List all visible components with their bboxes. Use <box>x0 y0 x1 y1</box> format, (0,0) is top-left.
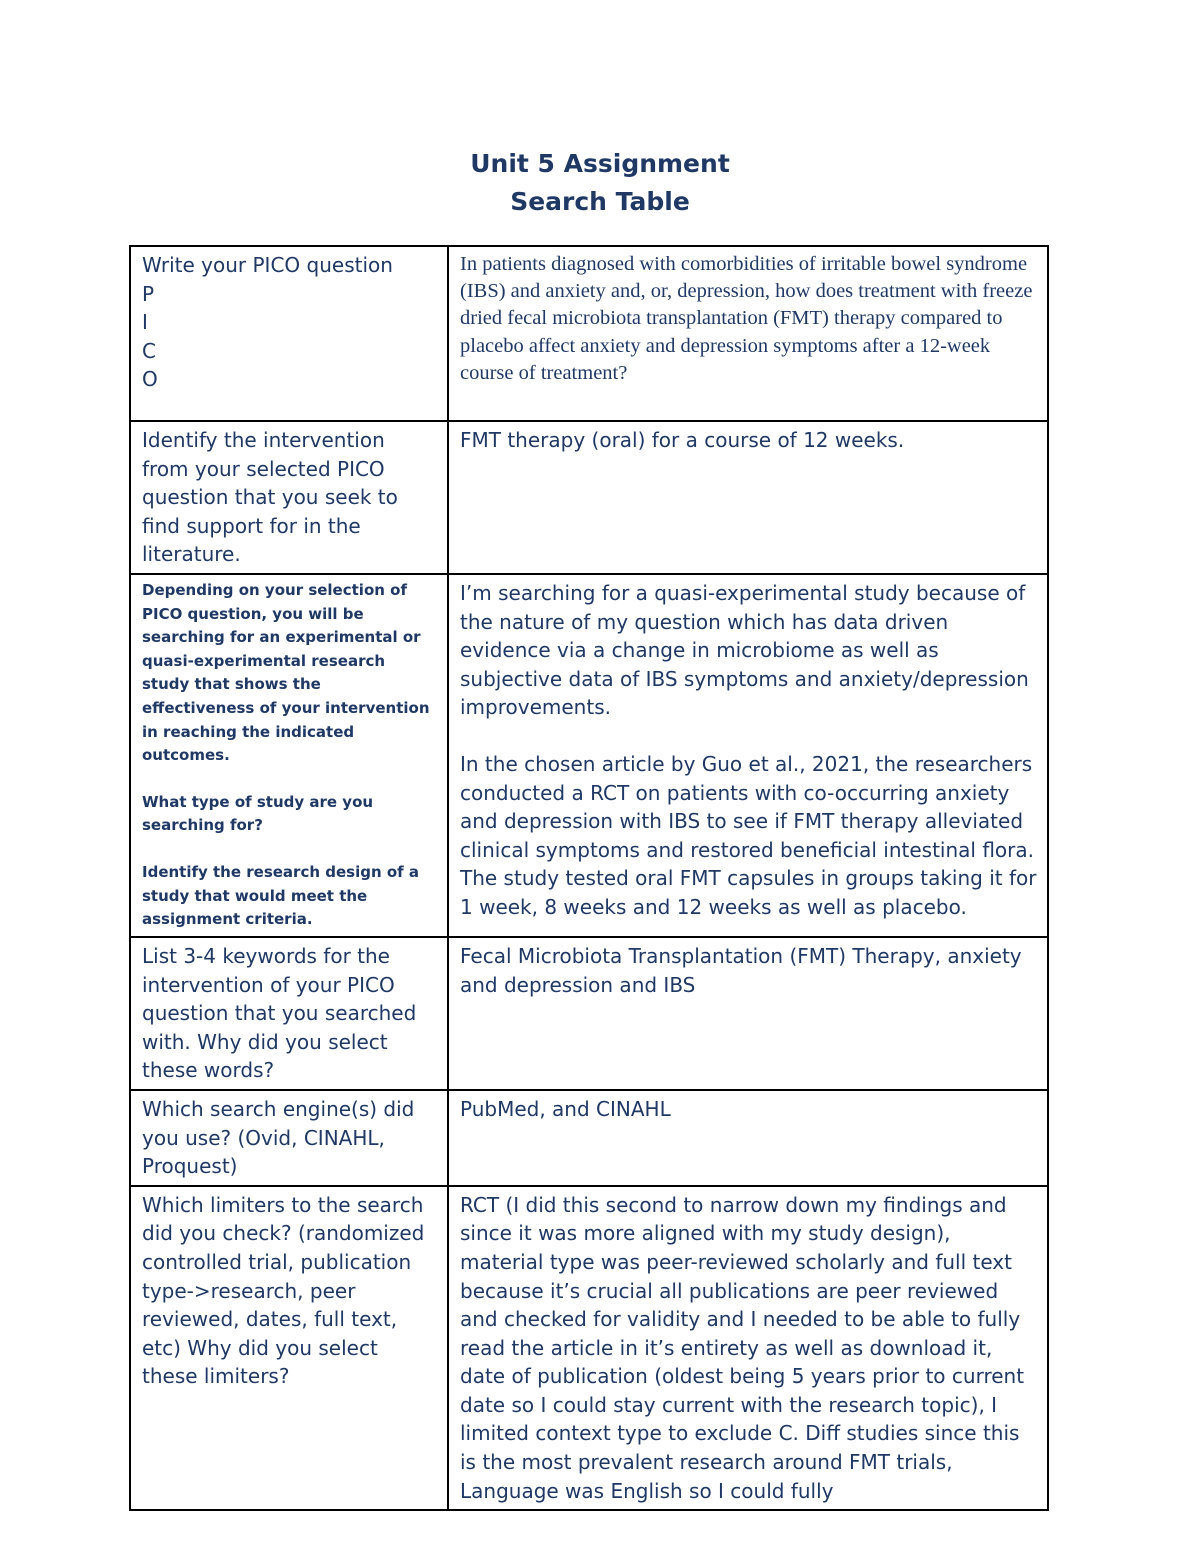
pico-letter-i: I <box>142 310 148 335</box>
table-row <box>130 574 1048 937</box>
study-type-prompt-paragraph: What type of study are you searching for? <box>142 792 374 835</box>
search-table <box>129 245 1049 1511</box>
study-type-answer-paragraph: I’m searching for a quasi-experimental study because of the nature of my question which has data driven evidence via a change in microbiome as well as subjective data of IBS symptoms and anxiety/depression improvements. <box>460 580 1029 720</box>
study-type-prompt-cell <box>130 574 448 937</box>
document-title: Unit 5 Assignment <box>470 149 730 178</box>
pico-prompt-label: Write your PICO question <box>142 253 393 277</box>
intervention-prompt-cell: Identify the intervention from your selected PICO question that you seek to find support for in the literature. <box>130 421 448 574</box>
table-row <box>130 246 1048 421</box>
keywords-prompt-cell: List 3-4 keywords for the intervention of your PICO question that you searched with. Why did you select these words? <box>130 937 448 1090</box>
pico-prompt-cell <box>130 246 448 421</box>
study-type-answer-paragraph: In the chosen article by Guo et al., 2021, the researchers conducted a RCT on patients with co-occurring anxiety and depression with IBS to see if FMT therapy alleviated clinical symptoms and restored beneficial intestinal flora. The study tested oral FMT capsules in groups taking it for 1 week, 8 weeks and 12 weeks as well as placebo. <box>460 751 1037 919</box>
search-engine-prompt-cell: Which search engine(s) did you use? (Ovid, CINAHL, Proquest) <box>130 1090 448 1186</box>
table-row <box>130 421 1048 574</box>
pico-letter-c: C <box>142 338 156 363</box>
table-row <box>130 937 1048 1090</box>
search-engine-answer-cell: PubMed, and CINAHL <box>448 1090 1048 1186</box>
limiters-prompt-cell: Which limiters to the search did you check? (randomized controlled trial, publication type->research, peer reviewed, dates, full text, etc) Why did you select these limiters? <box>130 1186 448 1511</box>
study-type-answer-cell <box>448 574 1048 937</box>
pico-answer-cell: In patients diagnosed with comorbidities of irritable bowel syndrome (IBS) and anxiety and, or, depression, how does treatment with freeze dried fecal microbiota transplantation (FMT) therapy compared to placebo affect anxiety and depression symptoms after a 12-week course of treatment? <box>448 246 1048 421</box>
study-type-prompt-paragraph: Depending on your selection of PICO question, you will be searching for an experimental or quasi-experimental research study that shows the effectiveness of your intervention in reaching the indicated outcomes. <box>142 580 430 765</box>
intervention-answer-cell: FMT therapy (oral) for a course of 12 weeks. <box>448 421 1048 574</box>
pico-letter-o: O <box>142 367 158 392</box>
document-subtitle: Search Table <box>510 187 690 216</box>
table-row <box>130 1090 1048 1186</box>
table-row <box>130 1186 1048 1511</box>
pico-letter-p: P <box>142 281 155 306</box>
limiters-answer-cell: RCT (I did this second to narrow down my findings and since it was more aligned with my study design), material type was peer-reviewed scholarly and full text because it’s crucial all publications are peer reviewed and checked for validity and I needed to be able to fully read the article in it’s entirety as well as download it, date of publication (oldest being 5 years prior to current date so I could stay current with the research topic), I limited context type to exclude C. Diff studies since this is the most prevalent research around FMT trials, Language was English so I could fully <box>448 1186 1048 1511</box>
study-type-prompt-paragraph: Identify the research design of a study that would meet the assignment criteria. <box>142 862 420 929</box>
keywords-answer-cell: Fecal Microbiota Transplantation (FMT) Therapy, anxiety and depression and IBS <box>448 937 1048 1090</box>
